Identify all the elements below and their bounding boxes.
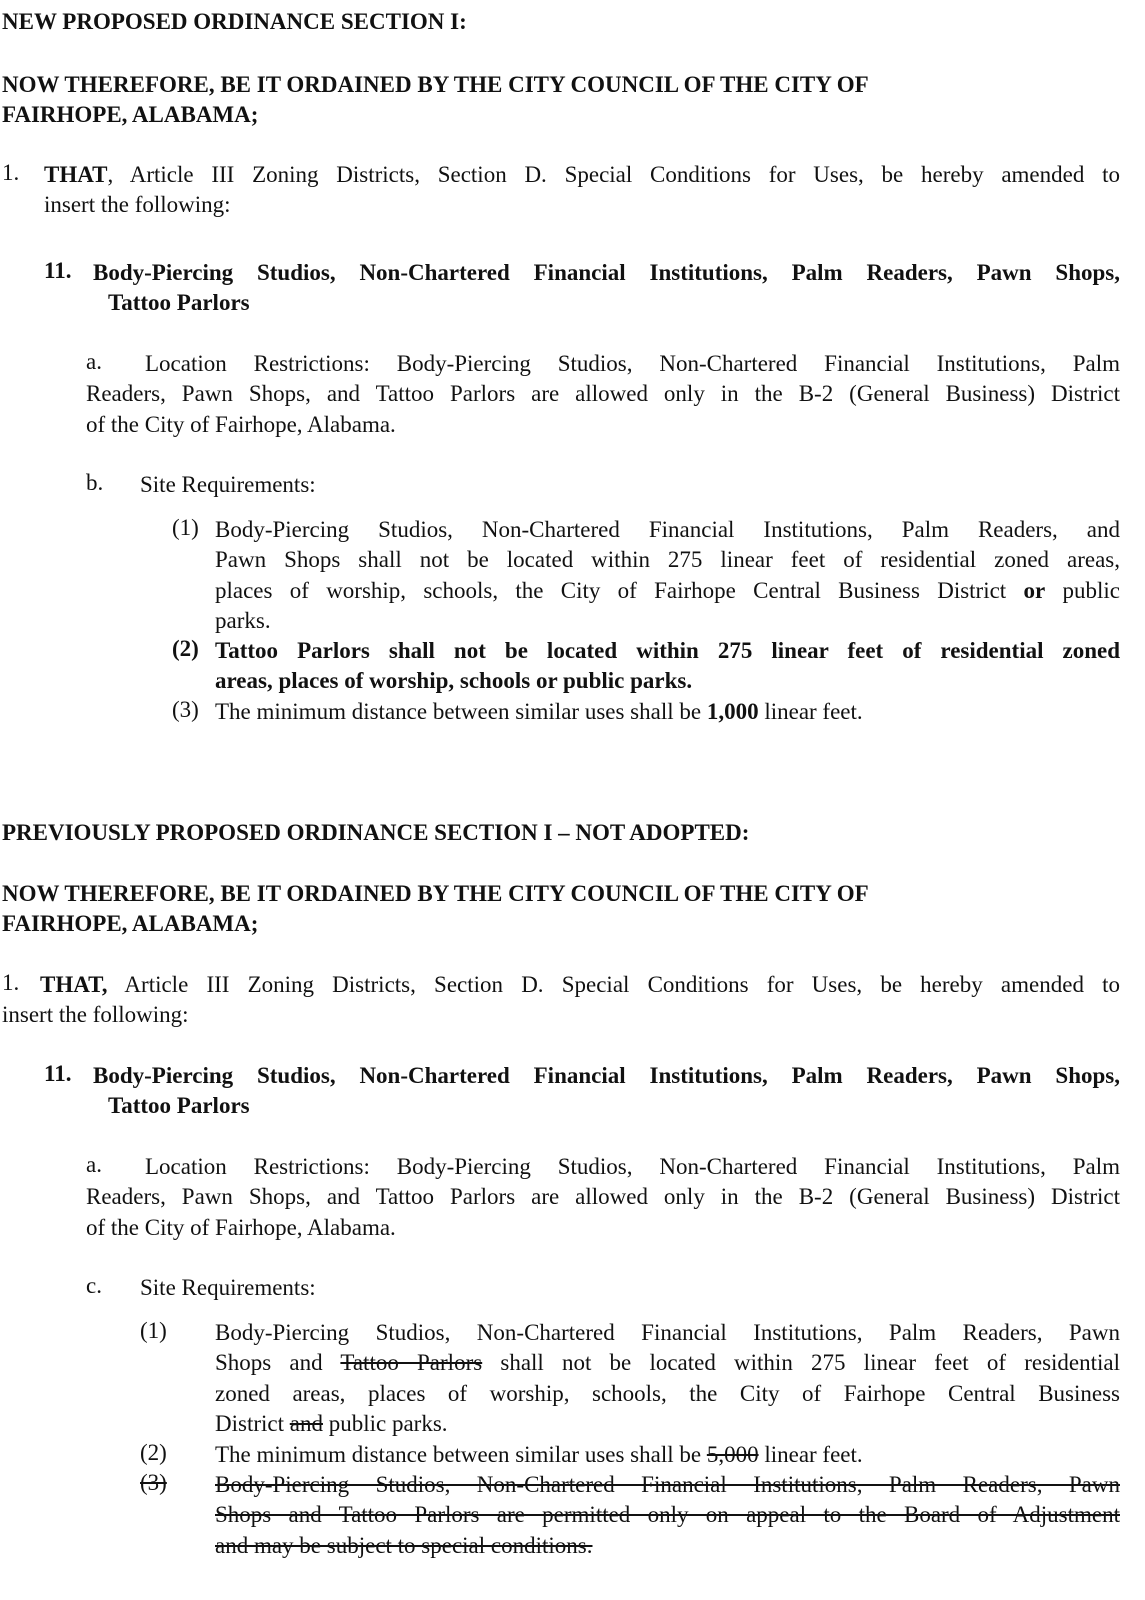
new-section-title	[2, 7, 467, 37]
new-section-heading	[44, 258, 1120, 319]
text-segment: THAT,	[40, 972, 108, 997]
struck-text: and may be subject to special conditions.	[215, 1532, 593, 1558]
a-label: a.	[86, 1152, 102, 1177]
text-line	[215, 545, 1120, 575]
text-segment: Article III Zoning Districts, Section D. Special Conditions for Uses, be hereby amended to	[107, 972, 1120, 997]
item3-label: (3)	[172, 697, 199, 722]
item2-label: (2)	[172, 636, 199, 661]
text-line	[40, 970, 1120, 1000]
text-segment: insert the following:	[2, 1002, 189, 1028]
text-segment: Tattoo Parlors	[108, 1093, 250, 1119]
text-line	[215, 1440, 863, 1470]
section-title: NEW PROPOSED ORDINANCE SECTION I:	[2, 9, 467, 34]
text-line	[215, 1500, 1120, 1530]
old-section-a	[86, 1152, 1120, 1243]
text-segment: NOW THEREFORE, BE IT ORDAINED BY THE CITY COUNCIL OF THE CITY OF	[2, 72, 869, 97]
text-segment: Body-Piercing Studios, Non-Chartered Financial Institutions, Palm Readers, Pawn Shops,	[93, 260, 1120, 285]
text-segment: Location Restrictions: Body-Piercing Studios, Non-Chartered Financial Institutions, Palm	[145, 351, 1120, 376]
text-segment: Site Requirements:	[140, 1275, 316, 1300]
text-segment: Body-Piercing Studios, Non-Chartered Financial Institutions, Palm Readers, Pawn Shops,	[93, 1063, 1120, 1088]
text-line	[215, 1409, 1120, 1439]
new-section-that	[2, 160, 1120, 221]
text-segment: Tattoo Parlors shall not be located within 275 linear feet of residential zoned	[215, 638, 1120, 663]
heading-label: 11.	[44, 1061, 72, 1086]
text-segment: Location Restrictions: Body-Piercing Studios, Non-Chartered Financial Institutions, Palm	[145, 1154, 1120, 1179]
text-line	[2, 1000, 1120, 1030]
that-label: 1.	[2, 160, 20, 185]
text-segment: The minimum distance between similar uses shall be	[215, 1442, 707, 1467]
text-line	[215, 1348, 1120, 1378]
text-segment: THAT	[44, 162, 108, 187]
old-section-ordain	[2, 879, 869, 940]
text-segment: of the City of Fairhope, Alabama.	[86, 411, 396, 437]
text-segment: or	[1023, 577, 1046, 603]
struck-text: and	[289, 1411, 323, 1437]
text-segment: of the City of Fairhope, Alabama.	[86, 1214, 396, 1240]
section-title: PREVIOUSLY PROPOSED ORDINANCE SECTION I – NOT ADOPTED:	[2, 820, 750, 845]
text-line	[93, 1061, 1120, 1091]
text-segment: FAIRHOPE, ALABAMA;	[2, 911, 259, 937]
text-segment: Body-Piercing Studios, Non-Chartered Financial Institutions, Palm Readers, and	[215, 517, 1120, 542]
text-line	[140, 470, 316, 500]
item1-label: (1)	[140, 1318, 167, 1343]
old-section-title	[2, 818, 749, 848]
text-line	[215, 606, 1120, 636]
text-segment: parks.	[215, 608, 271, 634]
text-segment: FAIRHOPE, ALABAMA;	[2, 102, 259, 128]
text-segment: places of worship, schools, the City of Fairhope Central Business District	[215, 577, 1024, 603]
text-segment: Body-Piercing Studios, Non-Chartered Financial Institutions, Palm Readers, Pawn	[215, 1320, 1120, 1345]
text-line	[215, 1531, 1120, 1561]
b-label: c.	[86, 1273, 102, 1298]
old-section-that	[2, 970, 1120, 1031]
text-segment: Tattoo Parlors	[108, 290, 250, 316]
text-line	[108, 288, 1120, 318]
text-line	[2, 100, 869, 130]
text-segment: public	[1045, 577, 1120, 603]
text-segment: Readers, Pawn Shops, and Tattoo Parlors are allowed only in the B-2 (General Business) District	[86, 1184, 1120, 1210]
text-line	[215, 515, 1120, 545]
text-line	[140, 1273, 316, 1303]
text-line	[215, 1318, 1120, 1348]
new-section-ordain	[2, 70, 869, 131]
struck-text: 5,000	[706, 1442, 759, 1467]
old-section-item2	[140, 1440, 863, 1470]
heading-label: 11.	[44, 258, 72, 283]
text-line	[44, 160, 1120, 190]
text-line	[2, 879, 869, 909]
new-section-b	[86, 470, 316, 500]
text-segment: shall not be located within 275 linear feet of residential	[482, 1350, 1120, 1376]
text-line	[215, 697, 863, 727]
old-section-item3	[140, 1470, 1120, 1561]
item2-label: (2)	[140, 1440, 167, 1465]
new-section-item2	[172, 636, 1120, 697]
new-section-item1	[172, 515, 1120, 637]
text-line	[86, 1182, 1120, 1212]
that-label: 1.	[2, 970, 20, 995]
text-line	[2, 70, 869, 100]
text-line	[93, 258, 1120, 288]
text-segment: linear feet.	[758, 699, 863, 724]
text-line	[145, 1152, 1120, 1182]
text-line	[86, 1213, 1120, 1243]
old-section-item1	[140, 1318, 1120, 1440]
text-segment: areas, places of worship, schools or public parks.	[215, 668, 693, 694]
struck-text: Shops and Tattoo Parlors are permitted only on appeal to the Board of Adjustment	[215, 1502, 1120, 1528]
text-segment: 1,000	[706, 699, 759, 724]
text-segment: insert the following:	[44, 192, 231, 218]
text-segment: Shops and	[215, 1350, 341, 1376]
struck-text: Body-Piercing Studios, Non-Chartered Financial Institutions, Palm Readers, Pawn	[215, 1472, 1120, 1497]
text-segment: zoned areas, places of worship, schools, the City of Fairhope Central Business	[215, 1380, 1120, 1406]
text-line	[2, 909, 869, 939]
text-segment: , Article III Zoning Districts, Section D. Special Conditions for Uses, be hereby amended to	[107, 162, 1120, 187]
text-line	[86, 379, 1120, 409]
a-label: a.	[86, 349, 102, 374]
text-segment: Pawn Shops shall not be located within 275 linear feet of residential zoned areas,	[215, 547, 1120, 573]
text-segment: Site Requirements:	[140, 472, 316, 497]
text-line	[215, 1379, 1120, 1409]
text-line	[44, 190, 1120, 220]
old-section-heading	[44, 1061, 1120, 1122]
text-segment: Readers, Pawn Shops, and Tattoo Parlors are allowed only in the B-2 (General Business) District	[86, 381, 1120, 407]
new-section-item3	[172, 697, 863, 727]
item1-label: (1)	[172, 515, 199, 540]
struck-text: Tattoo Parlors	[340, 1350, 483, 1376]
old-section-b	[86, 1273, 316, 1303]
text-segment: public parks.	[322, 1411, 448, 1437]
text-line	[215, 1470, 1120, 1500]
text-line	[215, 636, 1120, 666]
text-segment: NOW THEREFORE, BE IT ORDAINED BY THE CITY COUNCIL OF THE CITY OF	[2, 881, 869, 906]
text-line	[108, 1091, 1120, 1121]
text-line	[215, 666, 1120, 696]
text-line	[145, 349, 1120, 379]
text-segment: linear feet.	[758, 1442, 863, 1467]
b-label: b.	[86, 470, 104, 495]
text-line	[215, 576, 1120, 606]
text-segment: District	[215, 1411, 290, 1437]
text-segment: The minimum distance between similar uses shall be	[215, 699, 707, 724]
new-section-a	[86, 349, 1120, 440]
text-line	[86, 410, 1120, 440]
item3-label: (3)	[140, 1470, 167, 1495]
